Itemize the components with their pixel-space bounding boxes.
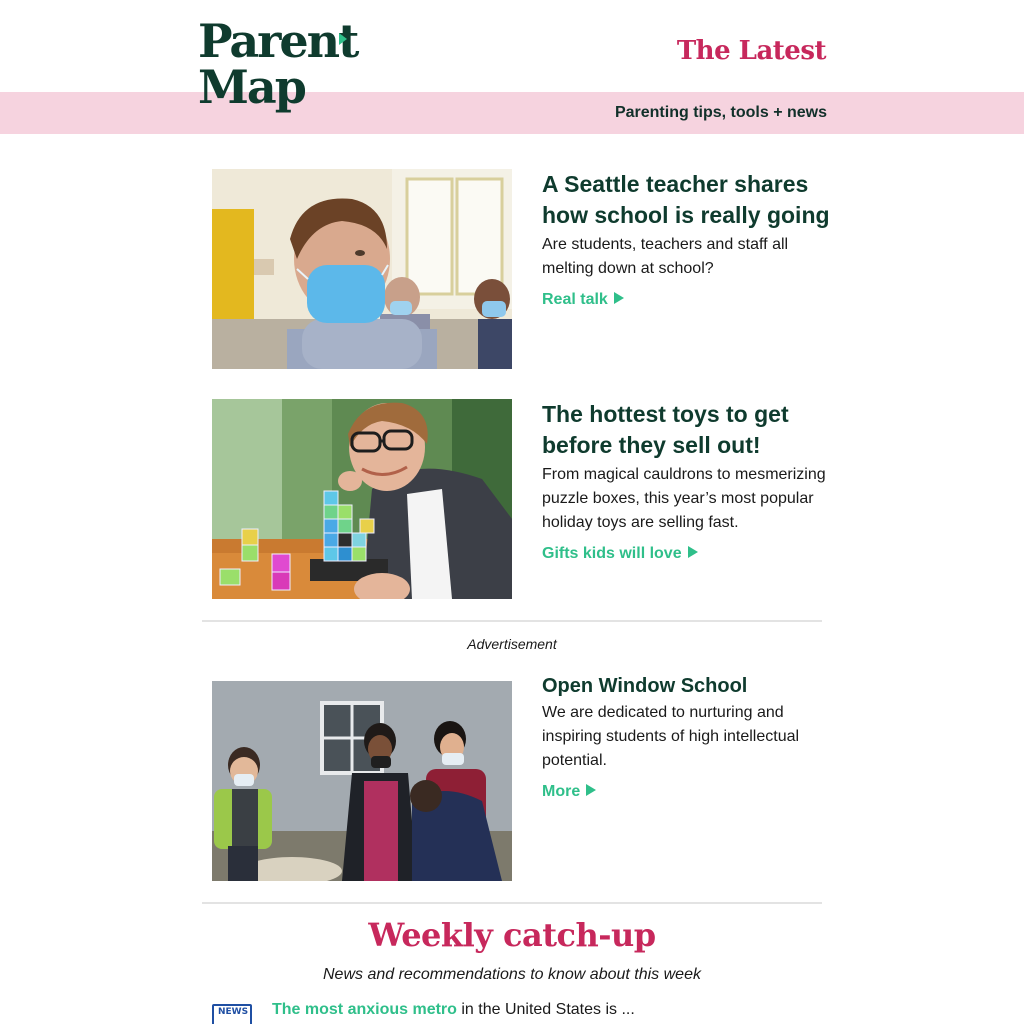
logo-play-icon (339, 33, 347, 45)
play-arrow-icon (688, 546, 698, 558)
ad-text (542, 673, 832, 801)
tagline: Parenting tips, tools + news (614, 104, 827, 121)
article-card-teacher (212, 169, 830, 369)
logo-word-parent: Parent (198, 14, 358, 68)
article-image-boy-puzzle[interactable] (212, 399, 512, 599)
play-arrow-icon (586, 784, 596, 796)
advertisement-label: Advertisement (467, 636, 557, 652)
newspaper-icon (212, 1004, 252, 1024)
most-anxious-metro-link[interactable]: The most anxious metro (272, 1001, 457, 1018)
tagline-band (0, 92, 1024, 134)
cta-label: Real talk (542, 291, 608, 308)
ad-card-open-window-school (212, 673, 824, 883)
weekly-catch-up-subtitle: News and recommendations to know about this week (323, 966, 701, 983)
article-text (542, 169, 832, 309)
article-headline[interactable]: The hottest toys to get before they sell out! (542, 401, 789, 458)
article-headline[interactable]: A Seattle teacher shares how school is really going (542, 171, 830, 228)
article-blurb: Are students, teachers and staff all melting down at school? (542, 236, 789, 277)
email-header (0, 0, 1024, 92)
divider (202, 902, 822, 904)
newspaper-icon-text: NEWS (218, 1007, 249, 1017)
ad-blurb: We are dedicated to nurturing and inspiring students of high intellectual potential. (542, 704, 800, 769)
real-talk-link[interactable] (542, 291, 624, 309)
cta-label: Gifts kids will love (542, 545, 682, 562)
parentmap-logo[interactable] (198, 14, 358, 122)
logo-word-map: Map (198, 60, 305, 114)
article-card-toys (212, 399, 824, 599)
news-item-rest: in the United States is ... (456, 1001, 635, 1018)
more-link[interactable] (542, 783, 596, 801)
divider (202, 620, 822, 622)
cta-label: More (542, 783, 581, 800)
news-item-text (272, 1000, 635, 1020)
ad-headline[interactable]: Open Window School (542, 675, 748, 697)
article-image-masked-student[interactable] (212, 169, 512, 369)
article-text (542, 399, 832, 563)
article-blurb: From magical cauldrons to mesmerizing puzzle boxes, this year’s most popular holiday toys are selling fast. (542, 466, 826, 531)
play-arrow-icon (614, 292, 624, 304)
weekly-catch-up-title: Weekly catch-up (368, 916, 656, 954)
ad-image-children[interactable] (212, 681, 512, 881)
the-latest-title: The Latest (676, 36, 826, 66)
gifts-link[interactable] (542, 545, 698, 563)
news-item (212, 1000, 824, 1024)
